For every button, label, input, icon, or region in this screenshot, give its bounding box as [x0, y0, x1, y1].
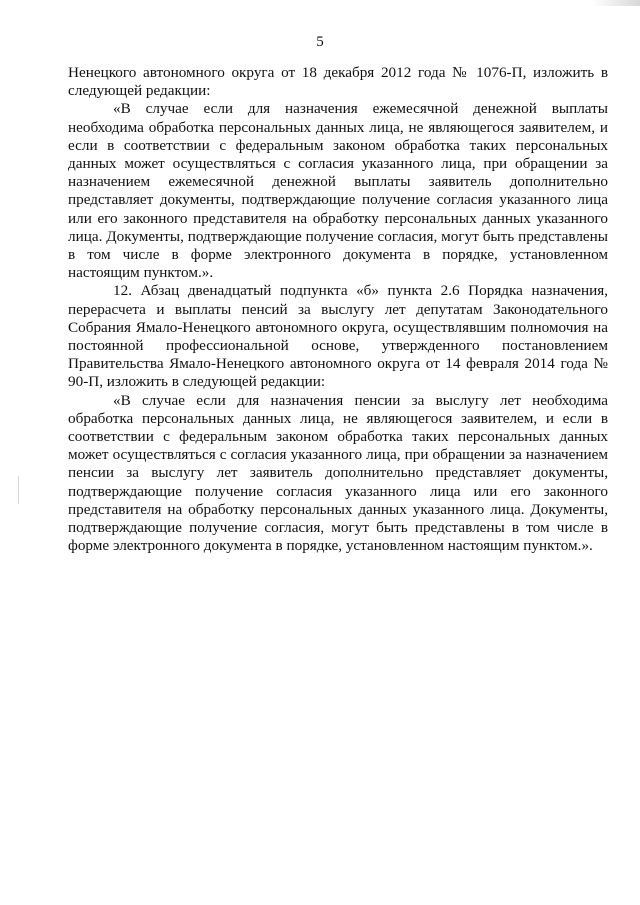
document-body: [68, 64, 608, 555]
paragraph-continuation: Ненецкого автономного округа от 18 декабря 2012 года № 1076-П, изложить в следующей редакции:: [68, 64, 608, 100]
paragraph-quote-pension: «В случае если для назначения пенсии за выслугу лет необходима обработка персональных данных лица, не являющегося заявителем, и если в соответствии с федеральным законом обработка таких персональных данных может осуществляться с согласия указанного лица, при обращении за назначением пенсии за выслугу лет заявитель дополнительно представляет документы, подтверждающие получение согласия указанного лица или его законного представителя на обработку персональных данных указанного лица. Документы, подтверждающие получение согласия, могут быть представлены в том числе в форме электронного документа в порядке, установленном настоящим пунктом.».: [68, 391, 608, 555]
paragraph-quote-monthly-payment: «В случае если для назначения ежемесячной денежной выплаты необходима обработка персональных данных лица, не являющегося заявителем, и если в соответствии с федеральным законом обработка таких персональных данных может осуществляться с согласия указанного лица, при обращении за назначением ежемесячной денежной выплаты заявитель дополнительно представляет документы, подтверждающие получение согласия указанного лица или его законного представителя на обработку персональных данных указанного лица. Документы, подтверждающие получение согласия, могут быть представлены в том числе в форме электронного документа в порядке, установленном настоящим пунктом.».: [68, 100, 608, 282]
paragraph-item-12: 12. Абзац двенадцатый подпункта «б» пункта 2.6 Порядка назначения, перерасчета и выплаты пенсий за выслугу лет депутатам Законодательного Собрания Ямало-Ненецкого автономного округа, осуществлявшим полномочия на постоянной профессиональной основе, утвержденного постановлением Правительства Ямало-Ненецкого автономного округа от 14 февраля 2014 года № 90-П, изложить в следующей редакции:: [68, 282, 608, 391]
scan-edge-mark: [592, 0, 640, 6]
scan-margin-mark: [18, 476, 19, 504]
page-number: 5: [316, 34, 324, 50]
